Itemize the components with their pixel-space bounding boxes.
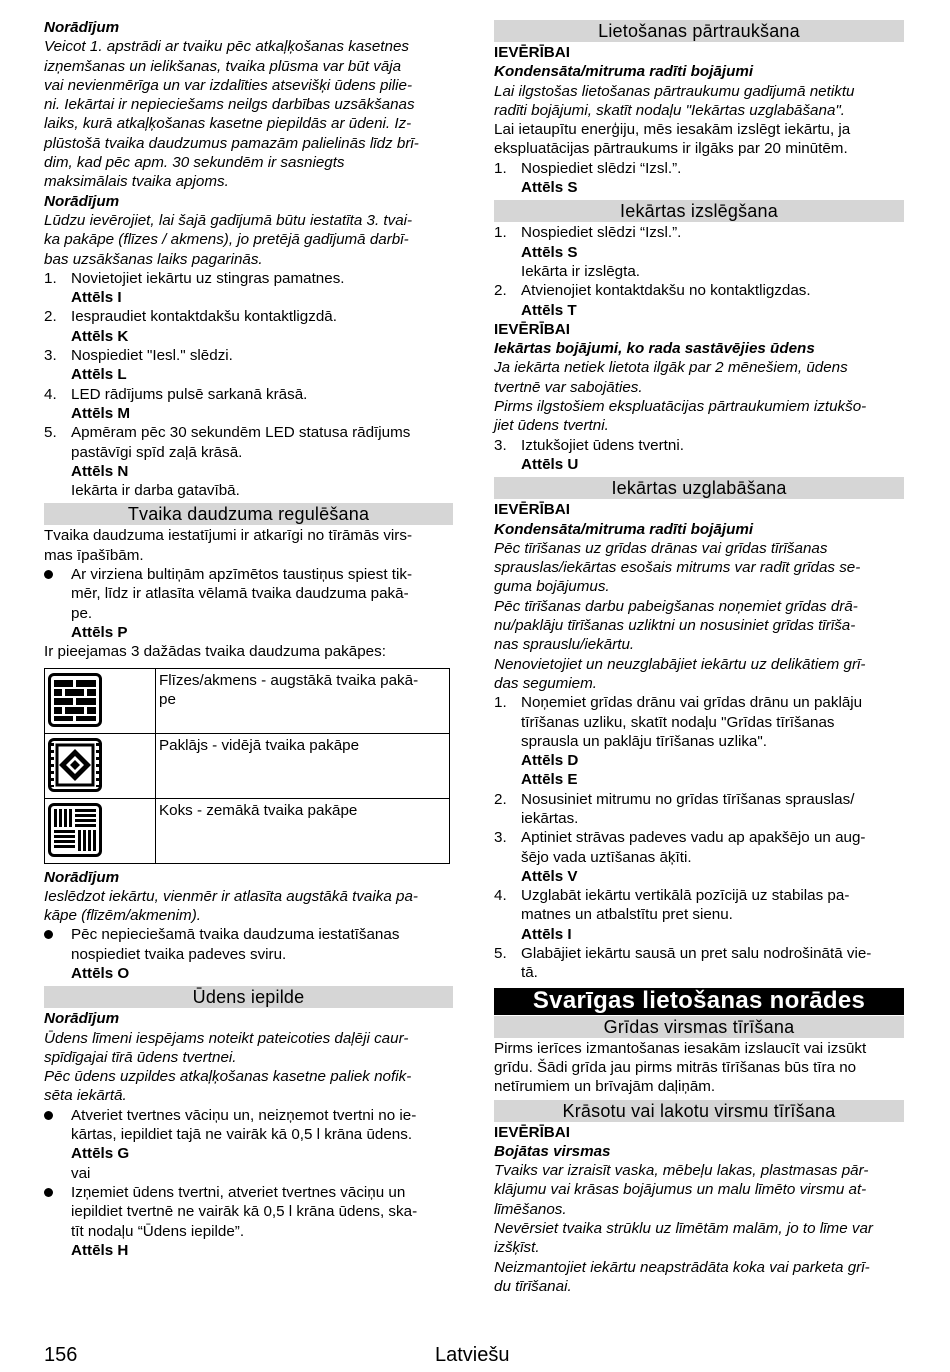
- table-cell-icon: [45, 668, 156, 733]
- step-number: 1.: [494, 159, 507, 177]
- step-item: [494, 828, 904, 847]
- step-text: Nosusiniet mitrumu no grīdas tīrīšanas sprauslas/: [521, 790, 855, 808]
- figure-ref: Attēls L: [71, 366, 127, 384]
- section-heading-painted: Krāsotu vai lakotu virsmu tīrīšana: [494, 1100, 904, 1122]
- figure-ref: Attēls G: [71, 1145, 130, 1163]
- figure-ref: Attēls D: [521, 752, 579, 770]
- note-line: Ieslēdzot iekārtu, vienmēr ir atlasīta augstākā tvaika pa-: [44, 887, 418, 905]
- caution-label: IEVĒRĪBAI: [494, 320, 570, 338]
- level-label: Koks - zemākā tvaika pakāpe: [159, 801, 358, 819]
- step-text: Iztukšojiet ūdens tvertni.: [521, 436, 684, 454]
- left-column: [44, 18, 453, 1260]
- caution-title: Bojātas virsmas: [494, 1142, 611, 1160]
- caution-line: Pirms ilgstošiem ekspluatācijas pārtraukumiem iztukšo-: [494, 398, 867, 416]
- bullet-text: Pēc nepieciešamā tvaika daudzuma iestatīšanas: [71, 926, 400, 944]
- bullet-item: [44, 925, 453, 944]
- note-title: Norādījum: [44, 192, 120, 210]
- step-item: [494, 159, 904, 178]
- caution-line: Tvaiks var izraisīt vaska, mēbeļu lakas, plastmasas pār-: [494, 1162, 869, 1180]
- note-line: maksimālais tvaika apjoms.: [44, 173, 229, 191]
- caution-label: IEVĒRĪBAI: [494, 44, 570, 61]
- wood-parquet-icon: [48, 803, 102, 857]
- bullet-text: mēr, līdz ir atlasīta vēlamā tvaika daudzuma pakā-: [71, 585, 409, 603]
- body-text: vai: [71, 1164, 91, 1182]
- bullet-text: iepildiet tvertnē ne vairāk kā 0,5 l krāna ūdens, ska-: [71, 1203, 418, 1221]
- step-item: [494, 944, 904, 963]
- figure-ref: Attēls H: [71, 1241, 129, 1259]
- step-text: iekārtas.: [521, 809, 579, 827]
- step-item: [494, 693, 904, 712]
- bullet-text: pe.: [71, 604, 93, 622]
- body-text: Pirms ierīces izmantošanas iesakām izslaucīt vai izsūkt: [494, 1039, 867, 1057]
- caution-line: klājumu vai krāsas bojājumus un malu līmēto virsmu at-: [494, 1181, 867, 1199]
- table-row: [45, 733, 450, 798]
- bullet-icon: [44, 1188, 53, 1197]
- step-number: 1.: [494, 224, 507, 242]
- caution-line: Neizmantojiet iekārtu neapstrādāta koka vai parketa grī-: [494, 1258, 870, 1276]
- figure-ref: Attēls O: [71, 964, 130, 982]
- figure-ref: Attēls P: [71, 623, 128, 641]
- caution-label: IEVĒRĪBAI: [494, 501, 570, 519]
- step-text: Novietojiet iekārtu uz stingras pamatnes.: [71, 269, 345, 287]
- step-text: Uzglabāt iekārtu vertikālā pozīcijā uz stabilas pa-: [521, 887, 850, 905]
- section-heading-storage: Iekārtas uzglabāšana: [494, 477, 904, 499]
- note-title: Norādījum: [44, 1010, 120, 1028]
- note-line: kāpe (flīzēm/akmenim).: [44, 907, 201, 925]
- note-line: laiks, kurā atkaļķošanas kasetne piepildās ar ūdeni. Iz-: [44, 115, 412, 133]
- step-result: Iekārta ir darba gatavībā.: [71, 482, 240, 500]
- step-text: Atvienojiet kontaktdakšu no kontaktligzdas.: [521, 282, 811, 300]
- figure-ref: Attēls K: [71, 327, 129, 345]
- caution-title: Kondensāta/mitruma radīti bojājumi: [494, 520, 754, 538]
- figure-ref: Attēls I: [521, 925, 572, 943]
- section-heading-water: Ūdens iepilde: [44, 986, 453, 1008]
- step-number: 2.: [494, 282, 507, 300]
- step-number: 5.: [44, 424, 57, 442]
- section-heading-floor: Grīdas virsmas tīrīšana: [494, 1016, 904, 1038]
- level-label: pe: [159, 690, 176, 708]
- note-line: izņemšanas un ielikšanas, tvaika plūsma var būt vāja: [44, 57, 402, 75]
- body-text: Lai ietaupītu enerģiju, mēs iesakām izslēgt iekārtu, ja: [494, 121, 851, 139]
- level-label: Paklājs - vidējā tvaika pakāpe: [159, 736, 360, 754]
- step-text: Apmēram pēc 30 sekundēm LED statusa rādījums: [71, 424, 411, 442]
- step-text: LED rādījums pulsē sarkanā krāsā.: [71, 385, 308, 403]
- table-row: [45, 798, 450, 863]
- figure-ref: Attēls T: [521, 301, 577, 319]
- step-text: tā.: [521, 964, 538, 982]
- caution-line: Nenovietojiet un neuzglabājiet iekārtu uz delikātiem grī-: [494, 655, 866, 673]
- caution-label: IEVĒRĪBAI: [494, 1123, 570, 1141]
- note-line: dim, kad pēc apm. 30 sekundēm ir sasniegts: [44, 154, 345, 172]
- bullet-text: Ar virziena bultiņām apzīmētos taustiņus spiest tik-: [71, 566, 413, 584]
- body-text: ekspluatācijas pārtraukums ir ilgāks par 20 minūtēm.: [494, 140, 848, 158]
- section-heading-off: Iekārtas izslēgšana: [494, 200, 904, 222]
- carpet-icon: [48, 738, 102, 792]
- section-heading-steam: Tvaika daudzuma regulēšana: [44, 503, 453, 525]
- table-cell-text: [156, 798, 450, 863]
- note-title: Norādījum: [44, 19, 120, 36]
- note-line: Ūdens līmeni iespējams noteikt pateicoties daļēji caur-: [44, 1029, 409, 1047]
- body-text: grīdu. Šādi grīda jau pirms mitrās tīrīšanas būs tīra no: [494, 1058, 857, 1076]
- body-text: mas īpašībām.: [44, 546, 144, 564]
- step-number: 1.: [44, 269, 57, 287]
- step-item: [44, 423, 453, 442]
- step-item: [494, 281, 904, 300]
- caution-line: līmēšanos.: [494, 1200, 567, 1218]
- step-number: 3.: [494, 829, 507, 847]
- step-item: [494, 436, 904, 455]
- step-number: 5.: [494, 945, 507, 963]
- note-line: spīdīgajai tīrā ūdens tvertnei.: [44, 1048, 237, 1066]
- note-line: bas uzsākšanas laiks pagarinās.: [44, 250, 263, 268]
- table-cell-text: [156, 733, 450, 798]
- steam-levels-table: [44, 668, 450, 864]
- note-line: sēta iekārtā.: [44, 1087, 127, 1105]
- step-result: Iekārta ir izslēgta.: [521, 262, 641, 280]
- caution-line: radīti bojājumi, skatīt nodaļu "Iekārtas uzglabāšana".: [494, 101, 846, 119]
- step-item: [494, 223, 904, 242]
- figure-ref: Attēls V: [521, 867, 578, 885]
- step-text: Nospiediet slēdzi “Izsl.”.: [521, 224, 682, 242]
- step-item: [44, 269, 453, 288]
- note-line: Pēc ūdens uzpildes atkaļķošanas kasetne paliek nofik-: [44, 1068, 412, 1086]
- table-cell-text: [156, 668, 450, 733]
- step-text: Glabājiet iekārtu sausā un pret salu nodrošinātā vie-: [521, 945, 872, 963]
- step-text: Noņemiet grīdas drānu vai grīdas drānu un paklāju: [521, 694, 863, 712]
- caution-line: tvertnē var sabojāties.: [494, 378, 643, 396]
- bullet-text: tīt nodaļu “Ūdens iepilde”.: [71, 1222, 245, 1240]
- caution-line: nas sprauslu/iekārtu.: [494, 636, 635, 654]
- step-text: Nospiediet "Iesl." slēdzi.: [71, 347, 233, 365]
- step-number: 2.: [494, 790, 507, 808]
- caution-line: jiet ūdens tvertni.: [494, 417, 609, 435]
- note-title: Norādījum: [44, 868, 120, 886]
- caution-title: Kondensāta/mitruma radīti bojājumi: [494, 63, 754, 81]
- step-text: pastāvīgi spīd zaļā krāsā.: [71, 443, 243, 461]
- body-text: Ir pieejamas 3 dažādas tvaika daudzuma pakāpes:: [44, 643, 386, 661]
- caution-line: Lai ilgstošas lietošanas pārtraukumu gadījumā netiktu: [494, 82, 855, 100]
- bullet-icon: [44, 570, 53, 579]
- figure-ref: Attēls I: [71, 289, 122, 307]
- bullet-text: Atveriet tvertnes vāciņu un, neizņemot tvertni no ie-: [71, 1106, 417, 1124]
- note-line: vai nevienmērīga un var izdalīties atsevišķi ūdens pilie-: [44, 76, 413, 94]
- note-line: ni. Iekārtai ir nepieciešams neilgs darbības uzsākšanas: [44, 96, 415, 114]
- caution-line: izšķīst.: [494, 1239, 540, 1257]
- bullet-text: kārtas, iepildiet tajā ne vairāk kā 0,5 l krāna ūdens.: [71, 1126, 413, 1144]
- step-number: 3.: [44, 347, 57, 365]
- caution-line: Pēc tīrīšanas darbu pabeigšanas noņemiet grīdas drā-: [494, 597, 858, 615]
- figure-ref: Attēls U: [521, 455, 579, 473]
- bullet-icon: [44, 1111, 53, 1120]
- step-text: sprausla un paklāju tīrīšanas uzlika".: [521, 732, 767, 750]
- bullet-text: Izņemiet ūdens tvertni, atveriet tvertnes vāciņu un: [71, 1183, 406, 1201]
- page-number: 156: [44, 1344, 78, 1366]
- step-item: [494, 790, 904, 809]
- figure-ref: Attēls S: [521, 243, 578, 261]
- right-column: [494, 18, 904, 1296]
- caution-line: nu/paklāju tīrīšanas uzliktni un nosusiniet grīdas tīrīša-: [494, 617, 856, 635]
- bullet-item: [44, 1106, 453, 1125]
- step-item: [44, 307, 453, 326]
- step-item: [44, 385, 453, 404]
- table-row: [45, 668, 450, 733]
- section-heading-break: Lietošanas pārtraukšana: [494, 20, 904, 42]
- table-cell-icon: [45, 733, 156, 798]
- caution-line: das segumiem.: [494, 674, 597, 692]
- figure-ref: Attēls S: [521, 179, 578, 197]
- table-cell-icon: [45, 798, 156, 863]
- figure-ref: Attēls E: [521, 771, 578, 789]
- bullet-icon: [44, 930, 53, 939]
- level-label: Flīzes/akmens - augstākā tvaika pakā-: [159, 671, 419, 689]
- figure-ref: Attēls M: [71, 404, 131, 422]
- bullet-text: nospiediet tvaika padeves sviru.: [71, 945, 287, 963]
- caution-line: Pēc tīrīšanas uz grīdas drānas vai grīdas tīrīšanas: [494, 539, 828, 557]
- step-number: 4.: [494, 887, 507, 905]
- note-line: ka pakāpe (flīzes / akmens), jo pretējā gadījumā darbī-: [44, 231, 409, 249]
- step-item: [494, 886, 904, 905]
- body-text: Tvaika daudzuma iestatījumi ir atkarīgi no tīrāmās virs-: [44, 527, 413, 545]
- step-text: šējo vada uztīšanas āķīti.: [521, 848, 692, 866]
- figure-ref: Attēls N: [71, 462, 129, 480]
- bullet-item: [44, 565, 453, 584]
- note-line: plūstošā tvaika daudzumus pamazām palielinās līdz brī-: [44, 134, 419, 152]
- step-number: 4.: [44, 385, 57, 403]
- tiles-stone-icon: [48, 673, 102, 727]
- caution-line: sprauslas/iekārtas esošais mitrums var radīt grīdas se-: [494, 559, 861, 577]
- step-text: tīrīšanas uzliku, skatīt nodaļu "Grīdas tīrīšanas: [521, 713, 835, 731]
- chapter-heading-important: Svarīgas lietošanas norādes: [494, 988, 904, 1015]
- caution-title: Iekārtas bojājumi, ko rada sastāvējies ūdens: [494, 340, 815, 358]
- caution-line: du tīrīšanai.: [494, 1277, 572, 1295]
- caution-line: Nevērsiet tvaika strūklu uz līmētām malām, jo to līme var: [494, 1220, 873, 1238]
- caution-line: Ja iekārta netiek lietota ilgāk par 2 mēnešiem, ūdens: [494, 359, 848, 377]
- note-line: Lūdzu ievērojiet, lai šajā gadījumā būtu iestatīta 3. tvai-: [44, 211, 413, 229]
- body-text: netīrumiem un brīvajām daļiņām.: [494, 1078, 716, 1096]
- footer-language: Latviešu: [435, 1344, 510, 1366]
- step-number: 3.: [494, 436, 507, 454]
- bullet-item: [44, 1183, 453, 1202]
- step-text: matnes un atbalstītu pret sienu.: [521, 906, 733, 924]
- step-item: [44, 346, 453, 365]
- step-number: 1.: [494, 694, 507, 712]
- step-text: Iespraudiet kontaktdakšu kontaktligzdā.: [71, 308, 337, 326]
- step-text: Nospiediet slēdzi “Izsl.”.: [521, 159, 682, 177]
- step-text: Aptiniet strāvas padeves vadu ap apakšējo un aug-: [521, 829, 866, 847]
- note-line: Veicot 1. apstrādi ar tvaiku pēc atkaļķošanas kasetnes: [44, 38, 409, 56]
- caution-line: guma bojājumus.: [494, 578, 610, 596]
- step-number: 2.: [44, 308, 57, 326]
